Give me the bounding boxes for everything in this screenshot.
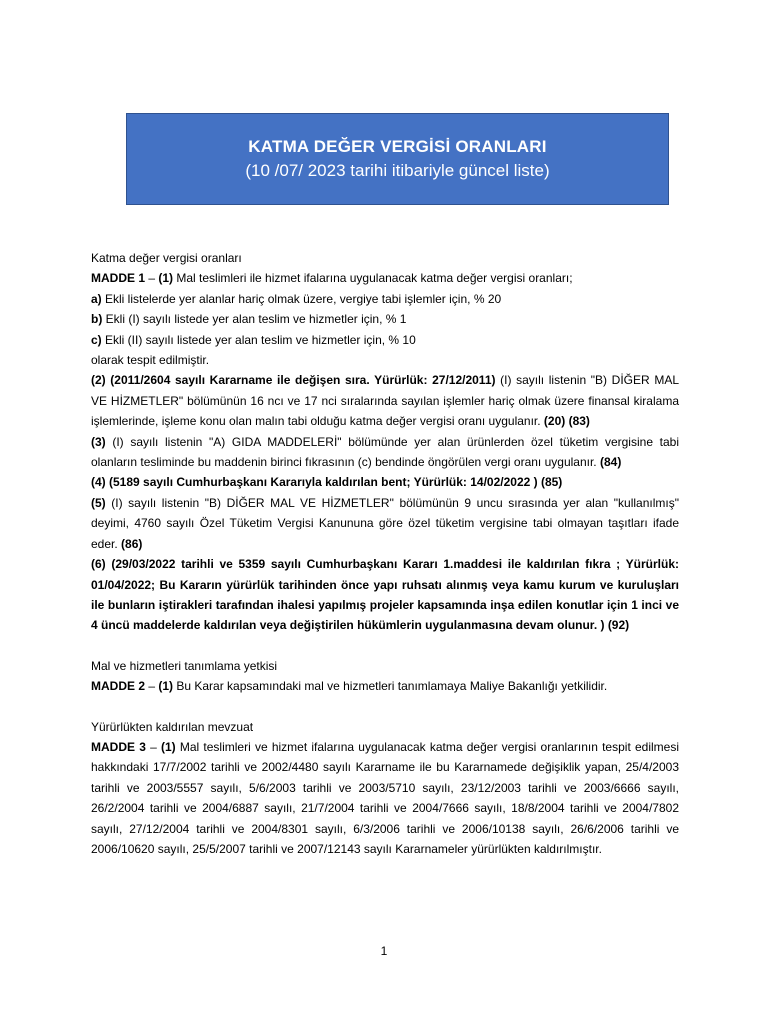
document-title: KATMA DEĞER VERGİSİ ORANLARI xyxy=(248,137,547,156)
clause-heading: (6) (29/03/2022 tarihli ve 5359 sayılı Cumhurbaşkanı Kararı 1.maddesi ile kaldırılan fıkra ; Yürürlük: 01/04/2022; Bu Kararın yürürlük tarihinden önce yapı ruhsatı alınmış veya kamu kurum ve kuruluşları ile bunların iştirakleri tarafından ihalesi yapılmış projeler kapsamında inşa edilen konutlar için 1 inci ve 4 üncü maddelerde kaldırılan veya değiştirilen hükümlerin uygulanmasına devam olunur. ) (92) xyxy=(91,557,679,633)
item-text: Ekli (II) sayılı listede yer alan teslim ve hizmetler için, % 10 xyxy=(101,332,416,347)
item-text: Ekli (I) sayılı listede yer alan teslim ve hizmetler için, % 1 xyxy=(102,312,407,327)
item-label: b) xyxy=(91,312,103,327)
article-2-paragraph xyxy=(91,676,679,696)
section-heading-1: Katma değer vergisi oranları xyxy=(91,251,242,265)
document-body xyxy=(91,248,679,859)
clause-number: (1) xyxy=(158,271,174,286)
clause-number: (5) xyxy=(91,495,106,510)
clause-3 xyxy=(91,432,679,473)
item-label: c) xyxy=(91,332,102,347)
clause-2 xyxy=(91,370,679,431)
article-text: Bu Karar kapsamındaki mal ve hizmetleri tanımlamaya Maliye Bakanlığı yetkilidir. xyxy=(173,679,608,694)
clause-text: (I) sayılı listenin "B) DİĞER MAL VE HİZMETLER" bölümünün 16 ncı ve 17 nci sıralarında sayılan işlemler hariç olmak üzere finansal kiralama işlemlerinde, işleme konu olan malın tabi olduğu katma değer vergisi oranı uygulanır. xyxy=(91,373,679,429)
dash: – xyxy=(145,679,159,694)
clause-text: (I) sayılı listenin "B) DİĞER MAL VE HİZMETLER" bölümünün 9 uncu sırasında yer alan "kullanılmış" deyimi, 4760 sayılı Özel Tüketim Vergisi Kanununa göre özel tüketim vergisine tabi olmayan taşıtları ifade eder. xyxy=(91,495,679,551)
page-number: 1 xyxy=(380,944,388,958)
clause-text: (I) sayılı listenin "A) GIDA MADDELERİ" bölümünde yer alan ürünlerden özel tüketim vergisine tabi olanların tesliminde bu maddenin birinci fıkrasının (c) bendinde öngörülen vergi oranı uygulanır. xyxy=(91,434,679,470)
section-heading-2: Mal ve hizmetleri tanımlama yetkisi xyxy=(91,658,278,673)
item-text: Ekli listelerde yer alanlar hariç olmak üzere, vergiye tabi işlemler için, % 20 xyxy=(101,291,502,306)
clause-4 xyxy=(91,472,679,492)
section-heading-3: Yürürlükten kaldırılan mevzuat xyxy=(91,719,254,734)
clause-number: (3) xyxy=(91,434,106,449)
item-b xyxy=(91,309,679,329)
closing-line: olarak tespit edilmiştir. xyxy=(91,353,210,368)
clause-number: (1) xyxy=(158,679,174,694)
clause-heading: (2) (2011/2604 sayılı Kararname ile değişen sıra. Yürürlük: 27/12/2011) xyxy=(91,373,496,388)
footnote-ref: (20) (83) xyxy=(540,414,590,429)
item-label: a) xyxy=(91,291,102,306)
article-label: MADDE 2 xyxy=(91,679,146,694)
clause-heading: (4) (5189 sayılı Cumhurbaşkanı Kararıyla kaldırılan bent; Yürürlük: 14/02/2022 ) (85) xyxy=(91,475,563,490)
clause-5 xyxy=(91,493,679,554)
document-subtitle: (10 /07/ 2023 tarihi itibariyle güncel liste) xyxy=(245,161,550,180)
article-text: Mal teslimleri ile hizmet ifalarına uygulanacak katma değer vergisi oranları; xyxy=(173,271,573,286)
article-text: Mal teslimleri ve hizmet ifalarına uygulanacak katma değer vergisi oranlarının tespit edilmesi hakkındaki 17/7/2002 tarihli ve 2002/4480 sayılı Kararname ile bu Kararnamede değişiklik yapan, 25/4/2003 tarihli ve 2003/5557 sayılı, 5/6/2003 tarihli ve 2003/5710 sayılı, 23/12/2003 tarihli ve 2003/6666 sayılı, 26/2/2004 tarihli ve 2004/6887 sayılı, 21/7/2004 tarihli ve 2004/7666 sayılı, 18/8/2004 tarihli ve 2004/7802 sayılı, 27/12/2004 tarihli ve 2004/8301 sayılı, 6/3/2006 tarihli ve 2006/10138 sayılı, 26/6/2006 tarihli ve 2006/10620 sayılı, 25/5/2007 tarihli ve 2007/12143 sayılı Kararnameler yürürlükten kaldırılmıştır. xyxy=(91,739,680,856)
article-1-paragraph xyxy=(91,268,679,288)
clause-6 xyxy=(91,554,679,636)
item-c xyxy=(91,330,679,350)
title-box xyxy=(126,113,669,205)
dash: – xyxy=(145,271,159,286)
footnote-ref: (84) xyxy=(596,455,622,470)
footnote-ref: (86) xyxy=(117,536,143,551)
item-a xyxy=(91,289,679,309)
clause-number: (1) xyxy=(160,739,176,754)
dash: – xyxy=(145,739,161,754)
article-label: MADDE 1 xyxy=(91,271,146,286)
article-3-paragraph xyxy=(91,737,679,859)
article-label: MADDE 3 xyxy=(91,739,146,754)
